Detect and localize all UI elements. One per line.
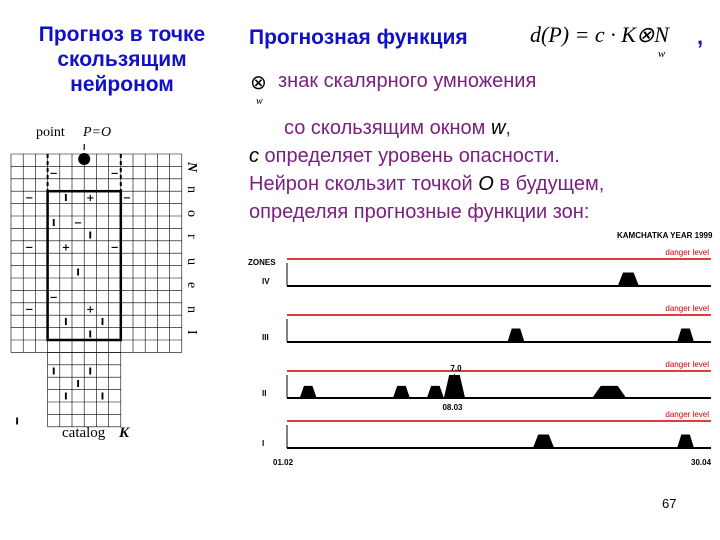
zone-row-I	[262, 410, 711, 448]
zone-label: I	[262, 439, 265, 448]
event-sign: +	[86, 193, 95, 205]
var-o: O	[478, 173, 494, 195]
zone-row-IV	[262, 248, 711, 286]
event-sign: I	[15, 416, 19, 428]
peak-date-label: 08.03	[442, 403, 463, 412]
chart-title: KAMCHATKA YEAR 1999	[617, 231, 713, 240]
event-sign: I	[51, 366, 56, 378]
zone-label: IV	[262, 277, 270, 286]
text-line-neuron-post: в будущем,	[493, 173, 605, 195]
event-sign: I	[64, 317, 68, 329]
forecast-bump	[618, 273, 639, 287]
event-sign: −	[110, 168, 119, 180]
left-title	[4, 22, 240, 97]
sign-description: знак скалярного умножения	[278, 70, 537, 92]
event-sign: −	[49, 292, 58, 304]
event-sign: I	[88, 366, 93, 378]
x-tick-label: 30.04	[691, 458, 712, 467]
event-sign: I	[64, 193, 68, 205]
peak-value-label: 7.0	[450, 364, 462, 373]
left-title-line1: Прогноз в точке	[38, 23, 206, 46]
zone-label: III	[262, 333, 269, 342]
left-title-line2: скользящим	[57, 48, 187, 71]
event-sign: I	[51, 217, 56, 229]
neuron-letter: n	[184, 186, 199, 193]
text-line-neuron-pre: Нейрон скользит точкой	[249, 173, 479, 195]
point-label: point	[36, 125, 65, 140]
forecast-bump	[533, 435, 554, 449]
text-line-danger	[249, 145, 560, 168]
catalog-var: K	[119, 425, 130, 440]
zone-label: II	[262, 389, 267, 398]
event-sign: I	[76, 379, 80, 391]
point-dot	[78, 153, 90, 165]
danger-level-label: danger level	[665, 248, 709, 257]
event-sign: I	[76, 267, 80, 279]
text-line-window-post: ,	[505, 117, 511, 139]
text-line-window-pre: со скользящим окном	[284, 117, 491, 139]
event-sign: +	[86, 304, 95, 316]
forecast-bump	[393, 386, 410, 398]
forecast-bump	[507, 329, 524, 343]
event-sign: I	[64, 391, 68, 403]
neuron-letter: I	[184, 330, 199, 335]
title-comma: ,	[697, 24, 704, 49]
sliding-neuron-diagram	[0, 120, 240, 440]
forecast-bump	[300, 386, 317, 398]
var-c: c	[249, 145, 259, 167]
danger-level-label: danger level	[665, 410, 709, 419]
page-number: 67	[662, 496, 677, 511]
right-title: Прогнозная функция	[249, 26, 468, 49]
event-sign: −	[25, 242, 34, 254]
zone-row-II	[262, 360, 711, 398]
event-sign: −	[25, 193, 34, 205]
text-line-zones: определяя прогнозные функции зон:	[249, 201, 590, 223]
y-axis-title: ZONES	[248, 258, 276, 267]
zone-row-III	[262, 304, 711, 342]
catalog-label: catalog	[62, 425, 106, 440]
zone-forecast-chart	[245, 228, 715, 468]
neuron-label	[184, 161, 199, 335]
event-sign: I	[88, 329, 93, 341]
event-sign: I	[88, 230, 93, 242]
x-tick-label: 01.02	[273, 458, 294, 467]
forecast-bump	[427, 386, 444, 398]
otimes-icon: ⊗	[250, 70, 267, 94]
formula	[530, 22, 669, 60]
event-signs	[15, 168, 131, 427]
text-line-window	[284, 117, 511, 140]
var-w: w	[490, 117, 506, 139]
forecast-bump	[677, 329, 694, 343]
event-sign: −	[110, 242, 119, 254]
neuron-letter: o	[184, 210, 199, 217]
neuron-letter: e	[184, 282, 199, 289]
event-sign: −	[49, 168, 58, 180]
forecast-bump	[592, 386, 626, 398]
text-line-danger-post: определяет уровень опасности.	[259, 145, 560, 167]
event-sign: −	[73, 217, 83, 229]
neuron-letter: n	[184, 306, 199, 313]
point-var: P=O	[83, 125, 112, 140]
event-sign: I	[100, 391, 105, 403]
text-line-neuron	[249, 173, 604, 196]
otimes-subscript: w	[256, 96, 263, 107]
left-title-line3: нейроном	[70, 73, 174, 96]
event-sign: −	[25, 304, 34, 316]
formula-subscript: w	[658, 48, 666, 60]
neuron-letter: r	[184, 234, 199, 239]
catalog-grid	[11, 144, 182, 427]
event-sign: I	[100, 317, 105, 329]
neuron-letter: N	[184, 162, 199, 173]
event-sign: −	[122, 193, 132, 205]
danger-level-label: danger level	[665, 360, 709, 369]
neuron-letter: u	[184, 258, 199, 265]
forecast-bump	[677, 435, 694, 449]
formula-text: d(P) = c · K⊗N	[530, 22, 669, 47]
danger-level-label: danger level	[665, 304, 709, 313]
event-sign: +	[61, 242, 71, 254]
